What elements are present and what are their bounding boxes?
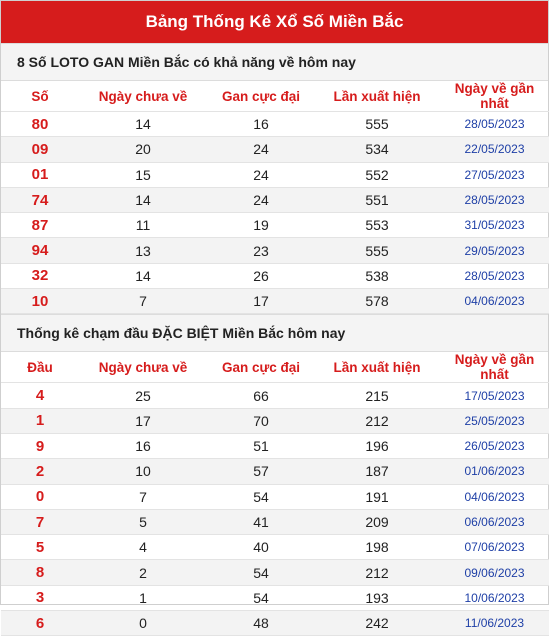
table-row — [1, 137, 549, 162]
table-cell: 5 — [79, 509, 207, 534]
table-cell: 11 — [79, 213, 207, 238]
table-row — [1, 560, 549, 585]
table-cell: 212 — [315, 560, 439, 585]
column-header: Ngày chưa về — [79, 81, 207, 112]
column-header: Lần xuất hiện — [315, 352, 439, 383]
table-cell: 3 — [1, 585, 79, 610]
table-cell: 24 — [207, 187, 315, 212]
table-row — [1, 484, 549, 509]
table-cell: 7 — [79, 289, 207, 314]
table-cell: 13 — [79, 238, 207, 263]
table-cell: 09/06/2023 — [439, 560, 549, 585]
table-row — [1, 112, 549, 137]
table-cell: 578 — [315, 289, 439, 314]
table-row — [1, 611, 549, 636]
table-cell: 198 — [315, 535, 439, 560]
table-cell: 4 — [1, 383, 79, 408]
column-header: Lần xuất hiện — [315, 81, 439, 112]
table-cell: 25/05/2023 — [439, 408, 549, 433]
table-cell: 14 — [79, 112, 207, 137]
loto-gan-table — [1, 81, 549, 314]
table-cell: 26/05/2023 — [439, 433, 549, 458]
table-cell: 48 — [207, 611, 315, 636]
table-cell: 04/06/2023 — [439, 484, 549, 509]
dac-biet-table-body — [1, 383, 549, 636]
table-cell: 551 — [315, 187, 439, 212]
table-header-row — [1, 81, 549, 112]
table-cell: 8 — [1, 560, 79, 585]
table-cell: 09 — [1, 137, 79, 162]
table-cell: 23 — [207, 238, 315, 263]
table-cell: 54 — [207, 560, 315, 585]
table-cell: 19 — [207, 213, 315, 238]
table-cell: 54 — [207, 484, 315, 509]
column-header: Ngày chưa về — [79, 352, 207, 383]
table-row — [1, 585, 549, 610]
table-cell: 41 — [207, 509, 315, 534]
table-cell: 242 — [315, 611, 439, 636]
table-row — [1, 509, 549, 534]
table-cell: 01 — [1, 162, 79, 187]
table-cell: 555 — [315, 238, 439, 263]
table-cell: 24 — [207, 137, 315, 162]
table-cell: 10 — [79, 459, 207, 484]
table-cell: 534 — [315, 137, 439, 162]
column-header: Ngày về gần nhất — [439, 81, 549, 112]
table-cell: 555 — [315, 112, 439, 137]
table-cell: 2 — [79, 560, 207, 585]
table-cell: 40 — [207, 535, 315, 560]
table-cell: 32 — [1, 263, 79, 288]
table-cell: 24 — [207, 162, 315, 187]
section-title-dac-biet: Thống kê chạm đầu ĐẶC BIỆT Miền Bắc hôm nay — [1, 314, 548, 352]
table-cell: 4 — [79, 535, 207, 560]
table-cell: 57 — [207, 459, 315, 484]
table-cell: 28/05/2023 — [439, 263, 549, 288]
table-row — [1, 263, 549, 288]
table-cell: 0 — [79, 611, 207, 636]
table-cell: 87 — [1, 213, 79, 238]
loto-gan-table-body — [1, 112, 549, 314]
table-cell: 191 — [315, 484, 439, 509]
table-cell: 14 — [79, 187, 207, 212]
table-cell: 66 — [207, 383, 315, 408]
table-row — [1, 433, 549, 458]
table-cell: 553 — [315, 213, 439, 238]
column-header: Đầu — [1, 352, 79, 383]
table-cell: 209 — [315, 509, 439, 534]
table-cell: 07/06/2023 — [439, 535, 549, 560]
table-row — [1, 187, 549, 212]
table-cell: 04/06/2023 — [439, 289, 549, 314]
table-cell: 212 — [315, 408, 439, 433]
table-cell: 27/05/2023 — [439, 162, 549, 187]
table-row — [1, 535, 549, 560]
table-cell: 9 — [1, 433, 79, 458]
section-title-loto-gan: 8 Số LOTO GAN Miền Bắc có khả năng về hôm nay — [1, 43, 548, 81]
table-header-row — [1, 352, 549, 383]
table-cell: 6 — [1, 611, 79, 636]
table-cell: 7 — [79, 484, 207, 509]
table-cell: 26 — [207, 263, 315, 288]
dac-biet-table — [1, 352, 549, 636]
table-cell: 2 — [1, 459, 79, 484]
table-cell: 17 — [79, 408, 207, 433]
table-cell: 31/05/2023 — [439, 213, 549, 238]
table-cell: 215 — [315, 383, 439, 408]
table-cell: 16 — [79, 433, 207, 458]
table-cell: 5 — [1, 535, 79, 560]
table-cell: 15 — [79, 162, 207, 187]
table-row — [1, 459, 549, 484]
table-cell: 7 — [1, 509, 79, 534]
table-cell: 94 — [1, 238, 79, 263]
table-row — [1, 383, 549, 408]
table-cell: 10/06/2023 — [439, 585, 549, 610]
table-cell: 11/06/2023 — [439, 611, 549, 636]
table-cell: 538 — [315, 263, 439, 288]
table-row — [1, 162, 549, 187]
table-cell: 20 — [79, 137, 207, 162]
table-cell: 70 — [207, 408, 315, 433]
table-row — [1, 408, 549, 433]
table-cell: 29/05/2023 — [439, 238, 549, 263]
page-title: Bảng Thống Kê Xổ Số Miền Bắc — [1, 1, 548, 43]
table-cell: 80 — [1, 112, 79, 137]
table-cell: 01/06/2023 — [439, 459, 549, 484]
table-cell: 14 — [79, 263, 207, 288]
column-header: Số — [1, 81, 79, 112]
table-cell: 06/06/2023 — [439, 509, 549, 534]
table-cell: 22/05/2023 — [439, 137, 549, 162]
table-cell: 28/05/2023 — [439, 112, 549, 137]
table-cell: 1 — [1, 408, 79, 433]
table-cell: 17/05/2023 — [439, 383, 549, 408]
table-cell: 25 — [79, 383, 207, 408]
table-row — [1, 238, 549, 263]
column-header: Ngày về gần nhất — [439, 352, 549, 383]
table-cell: 51 — [207, 433, 315, 458]
table-cell: 1 — [79, 585, 207, 610]
table-cell: 0 — [1, 484, 79, 509]
table-cell: 28/05/2023 — [439, 187, 549, 212]
column-header: Gan cực đại — [207, 352, 315, 383]
table-cell: 196 — [315, 433, 439, 458]
table-cell: 74 — [1, 187, 79, 212]
table-cell: 16 — [207, 112, 315, 137]
table-row — [1, 213, 549, 238]
table-cell: 193 — [315, 585, 439, 610]
table-cell: 54 — [207, 585, 315, 610]
table-cell: 552 — [315, 162, 439, 187]
table-row — [1, 289, 549, 314]
table-cell: 10 — [1, 289, 79, 314]
table-cell: 17 — [207, 289, 315, 314]
table-cell: 187 — [315, 459, 439, 484]
column-header: Gan cực đại — [207, 81, 315, 112]
